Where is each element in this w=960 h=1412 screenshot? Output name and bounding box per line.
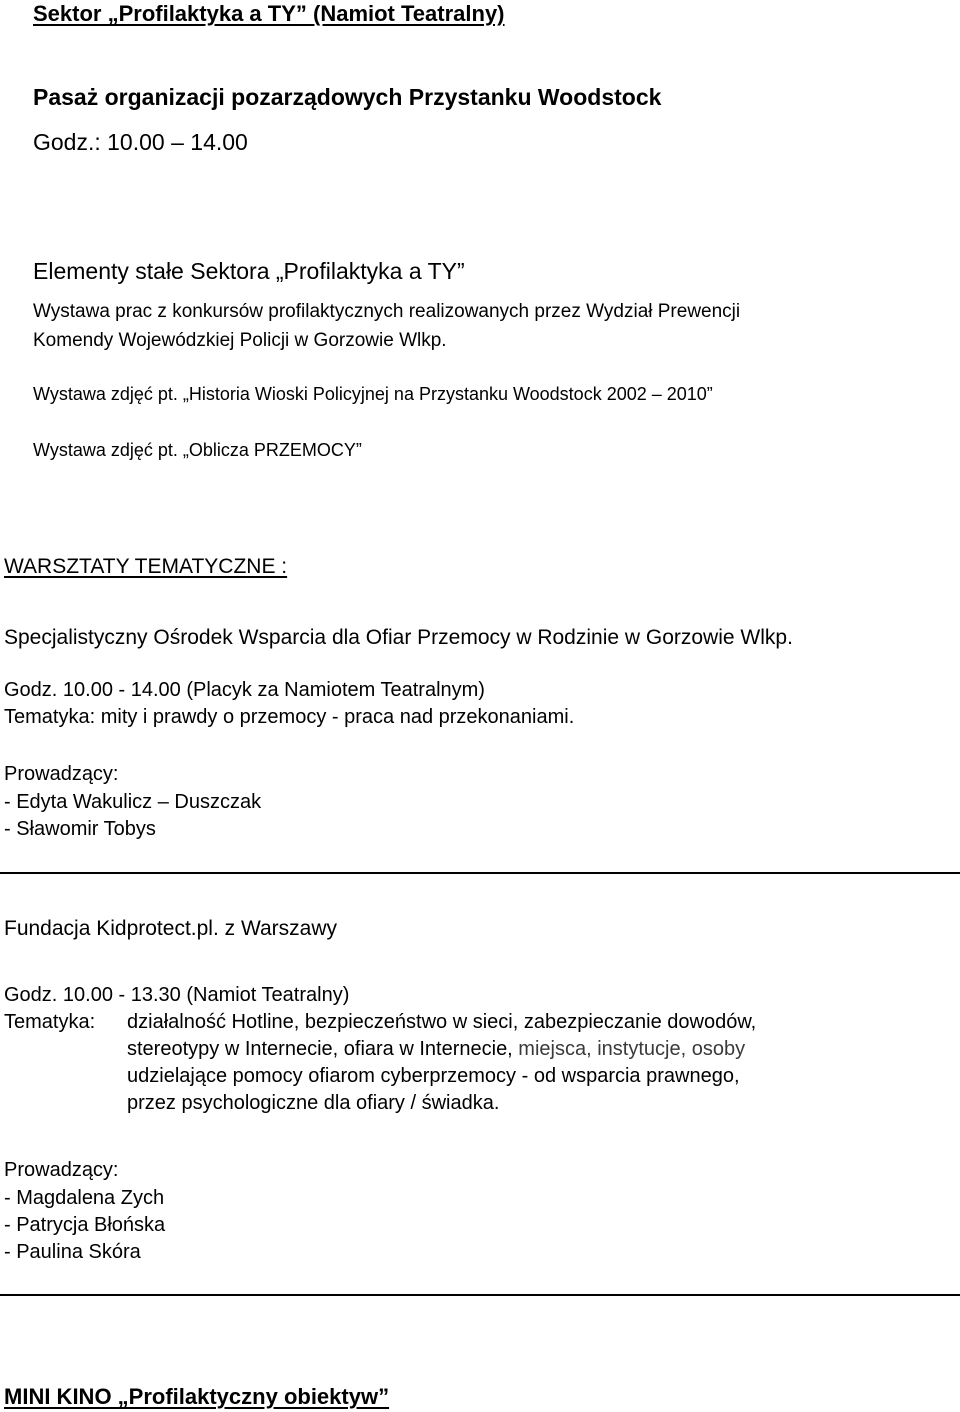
org1-topic bbox=[4, 707, 574, 727]
org2-name: Fundacja Kidprotect.pl. z Warszawy bbox=[4, 917, 338, 940]
elements-heading: Elementy stałe Sektora „Profilaktyka a TY” bbox=[33, 258, 465, 284]
org2-hours bbox=[4, 985, 349, 1005]
section-hours: Godz.: 10.00 – 14.00 bbox=[33, 129, 248, 155]
section-title: Sektor „Profilaktyka a TY” (Namiot Teatralny) bbox=[33, 1, 505, 26]
org2-topic-line: udzielające pomocy ofiarom cyberprzemocy - od wsparcia prawnego, bbox=[127, 1065, 740, 1087]
org2-hours-value: 10.00 - 13.30 (Namiot Teatralny) bbox=[62, 984, 350, 1006]
mini-kino-heading: MINI KINO „Profilaktyczny obiektyw” bbox=[4, 1384, 390, 1409]
org1-hours-label: Godz. bbox=[4, 679, 58, 701]
exhibition-line: Wystawa prac z konkursów profilaktycznych realizowanych przez Wydział Prewencji bbox=[33, 301, 741, 322]
org2-leader: - Patrycja Błońska bbox=[4, 1214, 166, 1236]
org2-topic-line: przez psychologiczne dla ofiary / świadka. bbox=[127, 1092, 500, 1114]
divider bbox=[0, 872, 960, 874]
org1-hours bbox=[4, 680, 485, 700]
org1-topic-value: mity i prawdy o przemocy - praca nad przekonaniami. bbox=[100, 706, 575, 728]
org2-topic-line-part: miejsca, instytucje, osoby bbox=[512, 1038, 746, 1060]
org2-topic-line-part: stereotypy w Internecie, ofiara w Internecie, bbox=[127, 1038, 513, 1060]
org1-hours-value: 10.00 - 14.00 (Placyk za Namiotem Teatralnym) bbox=[62, 679, 485, 701]
exhibition-line: Komendy Wojewódzkiej Policji w Gorzowie Wlkp. bbox=[33, 330, 447, 351]
org1-leader: - Sławomir Tobys bbox=[4, 818, 156, 840]
org1-leader: - Edyta Wakulicz – Duszczak bbox=[4, 791, 262, 813]
org2-topic-line bbox=[127, 1039, 745, 1059]
org1-name: Specjalistyczny Ośrodek Wsparcia dla Ofiar Przemocy w Rodzinie w Gorzowie Wlkp. bbox=[4, 626, 793, 649]
exhibition-photos-violence: Wystawa zdjęć pt. „Oblicza PRZEMOCY” bbox=[33, 440, 362, 460]
org2-leader: - Magdalena Zych bbox=[4, 1187, 165, 1209]
org1-leaders-label: Prowadzący: bbox=[4, 763, 119, 785]
exhibition-photos-history: Wystawa zdjęć pt. „Historia Wioski Policyjnej na Przystanku Woodstock 2002 – 2010” bbox=[33, 384, 713, 404]
org2-topic-label: Tematyka: bbox=[4, 1011, 96, 1033]
org2-hours-label: Godz. bbox=[4, 984, 58, 1006]
divider bbox=[0, 1294, 960, 1296]
org2-topic-line: działalność Hotline, bezpieczeństwo w sieci, zabezpieczanie dowodów, bbox=[127, 1011, 757, 1033]
org1-topic-label: Tematyka: bbox=[4, 706, 96, 728]
section-subtitle: Pasaż organizacji pozarządowych Przystanku Woodstock bbox=[33, 84, 662, 110]
org2-leader: - Paulina Skóra bbox=[4, 1241, 141, 1263]
org2-leaders-label: Prowadzący: bbox=[4, 1159, 119, 1181]
workshops-heading: WARSZTATY TEMATYCZNE : bbox=[4, 555, 288, 578]
